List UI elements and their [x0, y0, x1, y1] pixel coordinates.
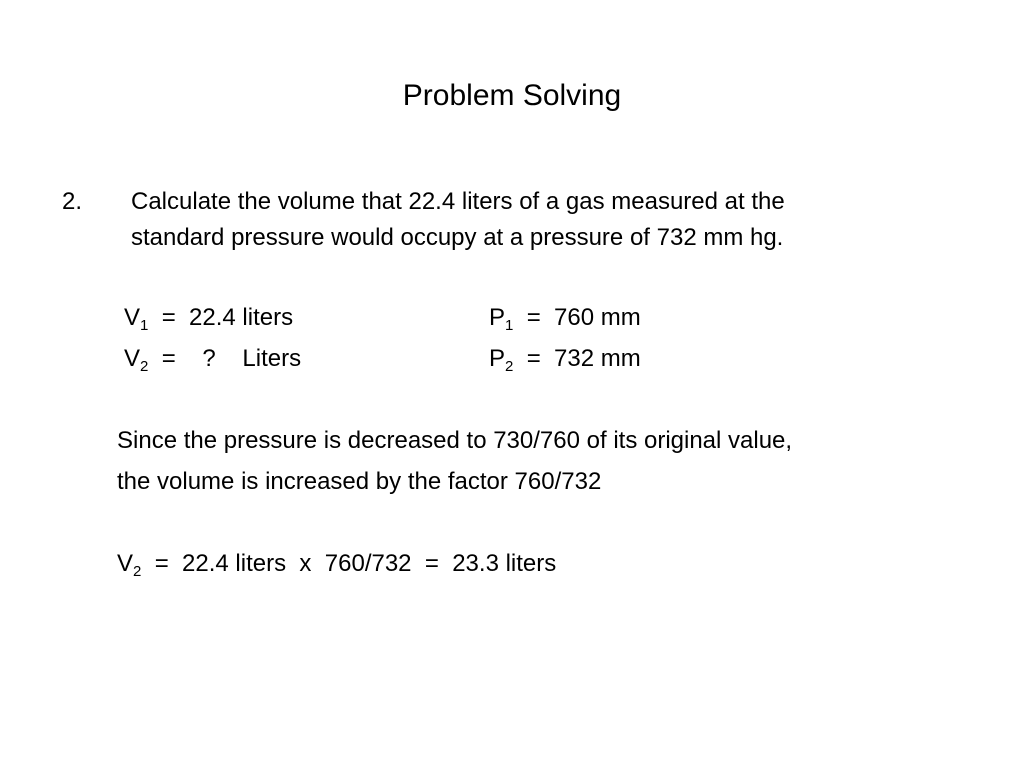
answer-symbol: V: [117, 550, 134, 577]
v2-value: = ? Liters: [148, 345, 302, 372]
p2-value: = 732 mm: [513, 345, 641, 372]
slide-title: Problem Solving: [402, 79, 622, 112]
given-p1: [489, 304, 641, 332]
question-line-1: Calculate the volume that 22.4 liters of a gas measured at the: [131, 188, 785, 215]
p1-subscript: 1: [505, 317, 514, 334]
answer-value: = 22.4 liters x 760/732 = 23.3 liters: [141, 550, 557, 577]
question-line-2: standard pressure would occupy at a pressure of 732 mm hg.: [131, 224, 784, 251]
v2-symbol: V: [124, 345, 141, 372]
explanation-line-2: the volume is increased by the factor 760/732: [117, 468, 602, 495]
given-v1: [124, 304, 293, 332]
p2-subscript: 2: [505, 358, 514, 375]
given-p2: [489, 345, 641, 373]
unknown-v2: [124, 345, 301, 373]
v1-value: = 22.4 liters: [148, 304, 294, 331]
answer-line: [117, 550, 556, 578]
v1-symbol: V: [124, 304, 141, 331]
p2-symbol: P: [489, 345, 506, 372]
v2-subscript: 2: [140, 358, 149, 375]
problem-number: 2.: [62, 188, 83, 215]
p1-value: = 760 mm: [513, 304, 641, 331]
p1-symbol: P: [489, 304, 506, 331]
v1-subscript: 1: [140, 317, 149, 334]
answer-subscript: 2: [133, 563, 142, 580]
explanation-line-1: Since the pressure is decreased to 730/760 of its original value,: [117, 427, 793, 454]
